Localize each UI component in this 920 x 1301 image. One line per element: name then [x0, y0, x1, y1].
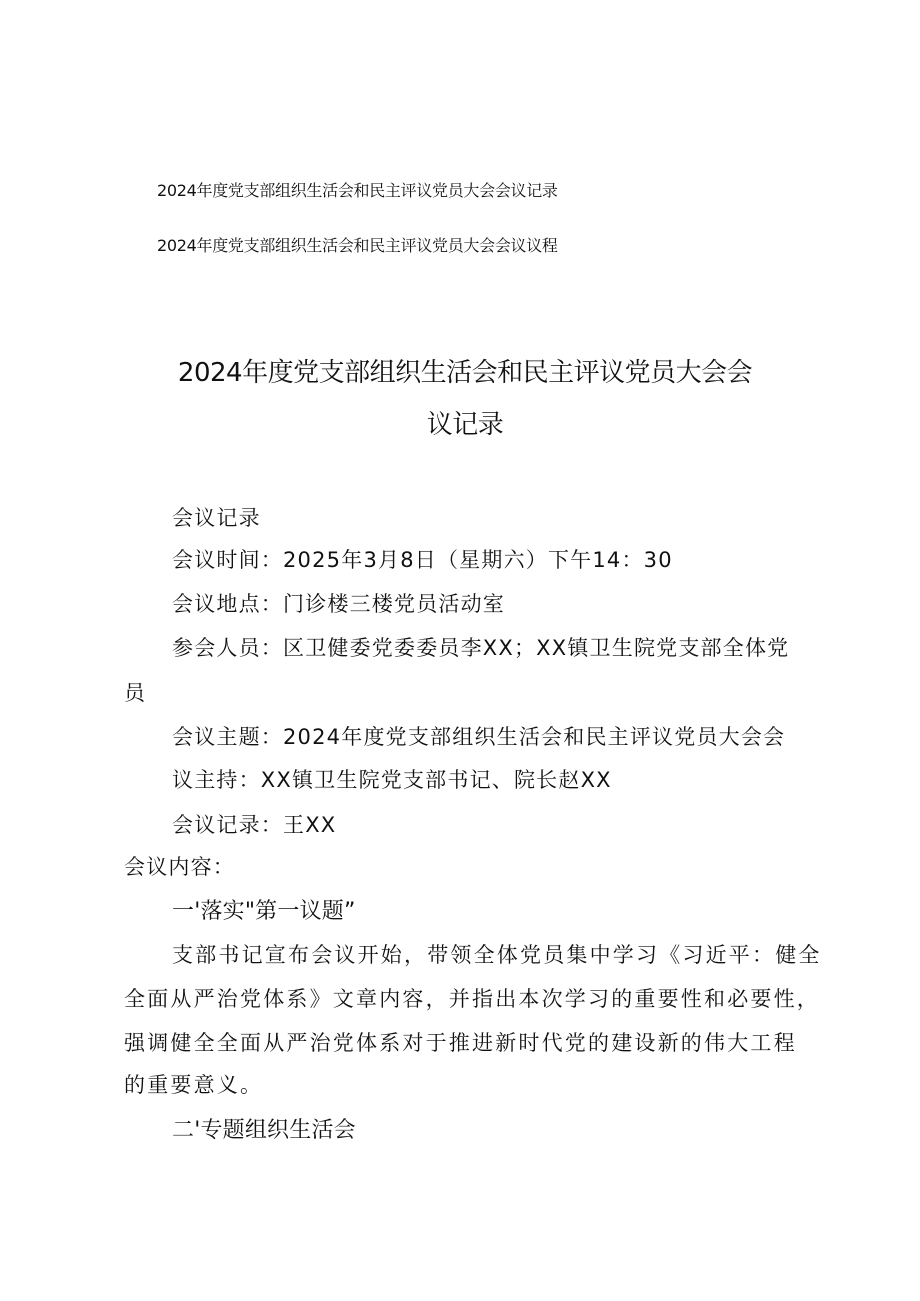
document-title-line-1: 2024年度党支部组织生活会和民主评议党员大会会	[177, 358, 753, 388]
meeting-time: 会议时间：2025年3月8日（星期六）下午14：30	[172, 548, 673, 572]
meeting-content-label: 会议内容：	[124, 855, 235, 879]
meeting-record-label: 会议记录	[172, 506, 261, 530]
toc-item-record: 2024年度党支部组织生活会和民主评议党员大会会议记录	[157, 181, 558, 200]
meeting-attendees-line-1: 参会人员：区卫健委党委委员李XX；XX镇卫生院党支部全体党	[172, 636, 790, 660]
document-title-line-2: 议记录	[426, 410, 504, 440]
meeting-recorder: 会议记录：王XX	[172, 813, 337, 837]
meeting-attendees-line-2: 员	[124, 681, 147, 705]
section-1-paragraph-line-4: 的重要意义。	[124, 1073, 264, 1097]
section-2-heading: 二'专题组织生活会	[172, 1118, 356, 1143]
meeting-place: 会议地点：门诊楼三楼党员活动室	[172, 592, 505, 616]
section-1-heading: 一'落实"第一议题”	[172, 899, 356, 924]
section-1-paragraph-line-1: 支部书记宣布会议开始，带领全体党员集中学习《习近平：健全	[172, 943, 822, 967]
section-1-paragraph-line-2: 全面从严治党体系》文章内容，并指出本次学习的重要性和必要性，	[124, 987, 820, 1011]
meeting-topic: 会议主题：2024年度党支部组织生活会和民主评议党员大会会	[172, 725, 786, 749]
section-1-paragraph-line-3: 强调健全全面从严治党体系对于推进新时代党的建设新的伟大工程	[124, 1031, 797, 1055]
meeting-host: 议主持：XX镇卫生院党支部书记、院长赵XX	[172, 768, 612, 792]
toc-item-agenda: 2024年度党支部组织生活会和民主评议党员大会会议议程	[157, 236, 558, 255]
